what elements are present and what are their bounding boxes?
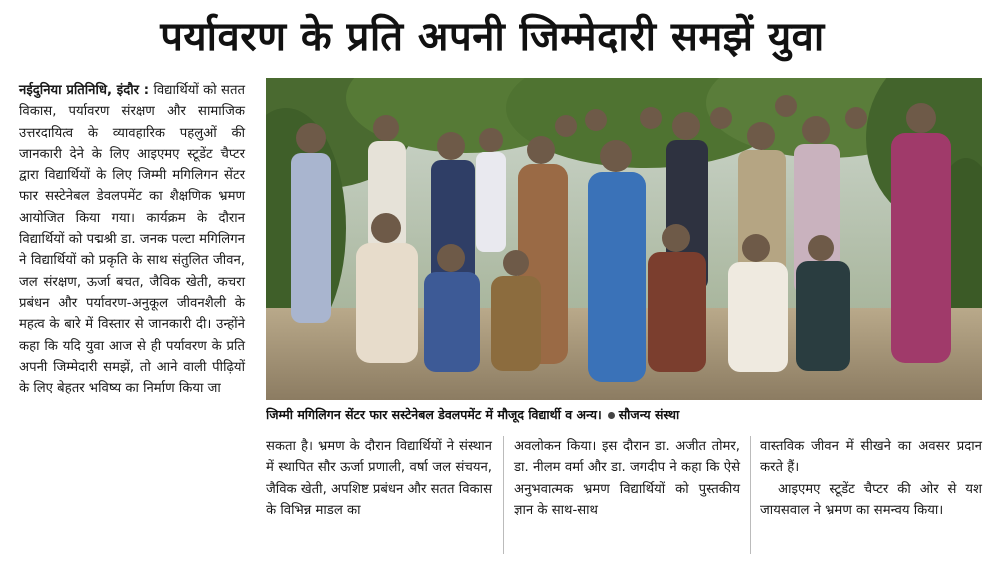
article-column-4 — [760, 436, 982, 521]
article-text-col4-para2: आइएमए स्टूडेंट चैप्टर की ओर से यश जायसवाल ने भ्रमण का समन्वय किया। — [760, 481, 982, 518]
photo-caption — [266, 404, 982, 426]
article-column-3 — [514, 436, 740, 521]
article-text-col2: सकता है। भ्रमण के दौरान विद्यार्थियों ने संस्थान में स्थापित सौर ऊर्जा प्रणाली, वर्षा जल संचयन, जैविक खेती, अपशिष्ट प्रबंधन और सतत विकास के विभिन्न माडल का — [266, 439, 492, 518]
headline: पर्यावरण के प्रति अपनी जिम्मेदारी समझें युवा — [160, 14, 825, 60]
photo-credit: सौजन्य संस्था — [618, 407, 680, 422]
caption-text: जिम्मी मगिलिगन सेंटर फार सस्टेनेबल डेवलपमेंट में मौजूद विद्यार्थी व अन्य। — [266, 407, 602, 422]
article-column-1 — [19, 80, 245, 399]
article-text-col3: अवलोकन किया। इस दौरान डा. अजीत तोमर, डा. नीलम वर्मा और डा. जगदीप ने कहा कि ऐसे अनुभवात्मक भ्रमण विद्यार्थियों को पुस्तकीय ज्ञान के साथ-साथ — [514, 439, 740, 518]
article-column-2 — [266, 436, 492, 521]
column-divider — [503, 436, 504, 554]
bullet-dot-icon — [608, 412, 615, 419]
column-divider — [750, 436, 751, 554]
article-text-col4-para1: वास्तविक जीवन में सीखने का अवसर प्रदान करते हैं। — [760, 439, 982, 476]
article-text-col1: विद्यार्थियों को सतत विकास, पर्यावरण संरक्षण और सामाजिक उत्तरदायित्व के व्यावहारिक पहलुओं की जानकारी देने के लिए आइएमए स्टूडेंट चैप्टर द्वारा विद्यार्थियों के लिए जिम्मी मगिलिगन सेंटर फार सस्टेनेबल डेवलपमेंट का शैक्षणिक भ्रमण आयोजित किया गया। कार्यक्रम के दौरान विद्यार्थियों को पद्मश्री डा. जनक पल्टा मगिलिगन ने विद्यार्थियों को प्रकृति के साथ संतुलित जीवन, जल संरक्षण, ऊर्जा बचत, जैविक खेती, कचरा प्रबंधन और पर्यावरण-अनुकूल जीवनशैली के महत्व के बारे में विस्तार से जानकारी दी। उन्होंने कहा कि यदि युवा आज से ही पर्यावरण के प्रति अपनी जिम्मेदारी समझें, तो आने वाली पीढ़ियों के लिए बेहतर भविष्य का निर्माण किया जा — [19, 83, 245, 397]
byline: नईदुनिया प्रतिनिधि, इंदौर : — [19, 83, 150, 98]
group-photo — [266, 78, 982, 400]
